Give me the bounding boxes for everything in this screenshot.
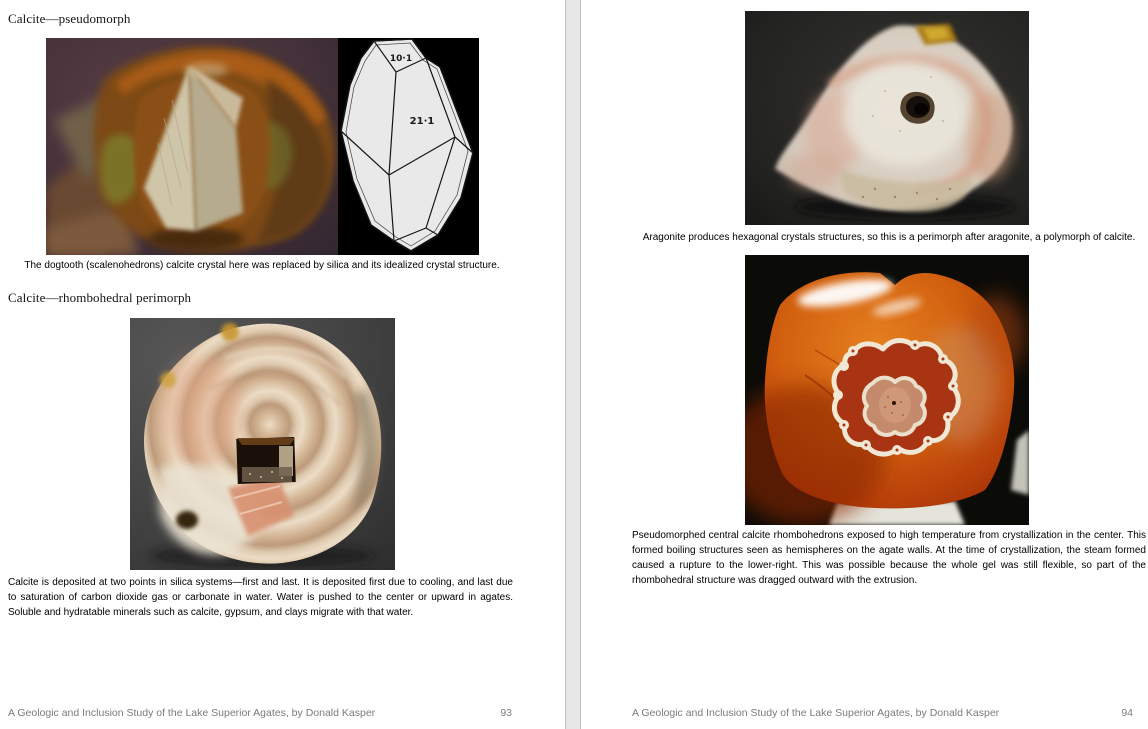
heading-calcite-pseudomorph: Calcite—pseudomorph — [8, 11, 131, 26]
page-number: 94 — [1121, 707, 1133, 719]
heading-calcite-rhombohedral-perimorph: Calcite—rhombohedral perimorph — [8, 290, 192, 305]
central-rhombohedral-structure — [833, 340, 958, 455]
page-footer-left — [8, 707, 512, 719]
page-footer-right — [632, 707, 1133, 719]
page-right — [582, 0, 1148, 729]
crystal-structure-diagram — [338, 38, 479, 255]
footer-book-title: A Geologic and Inclusion Study of the Lake Superior Agates, by Donald Kasper — [8, 707, 376, 719]
square-hole — [236, 437, 296, 484]
page-gutter — [565, 0, 581, 729]
figure-dogtooth-row — [46, 38, 479, 255]
rhombohedral-perimorph-photo — [130, 318, 395, 570]
page-number: 93 — [500, 707, 512, 719]
body-paragraph-left: Calcite is deposited at two points in silica systems—first and last. It is deposited first due to cooling, and last due to saturation of carbon dioxide gas or carbonate in water. Water is pushed to the center or upward in agates. Soluble and hydratable minerals such as calcite, gypsum, and clays migrate with that water. — [8, 577, 513, 618]
body-paragraph-right: Pseudomorphed central calcite rhombohedrons exposed to high temperature from crystallization in the center. This formed boiling structures seen as hemispheres on the agate walls. At the time of crystallization, the steam formed caused a rupture to the lower-right. This was possible because the whole gel was still flexible, so part of the rhombohedral structure was dragged outward with the extrusion. — [632, 530, 1146, 586]
pseudomorph-agate-photo — [745, 255, 1029, 525]
figure-caption-dogtooth: The dogtooth (scalenohedrons) calcite crystal here was replaced by silica and its idealized crystal structure. — [24, 260, 500, 271]
footer-book-title: A Geologic and Inclusion Study of the Lake Superior Agates, by Donald Kasper — [632, 707, 1000, 719]
page-left — [0, 0, 565, 729]
aragonite-perimorph-photo — [745, 11, 1029, 225]
crystal-face-label-top: 10·1 — [389, 54, 413, 64]
crystal-face-label-middle: 21·1 — [409, 116, 435, 127]
caption-aragonite: Aragonite produces hexagonal crystals structures, so this is a perimorph after aragonite, a polymorph of calcite. — [642, 232, 1136, 243]
dogtooth-calcite-photo — [46, 38, 338, 255]
